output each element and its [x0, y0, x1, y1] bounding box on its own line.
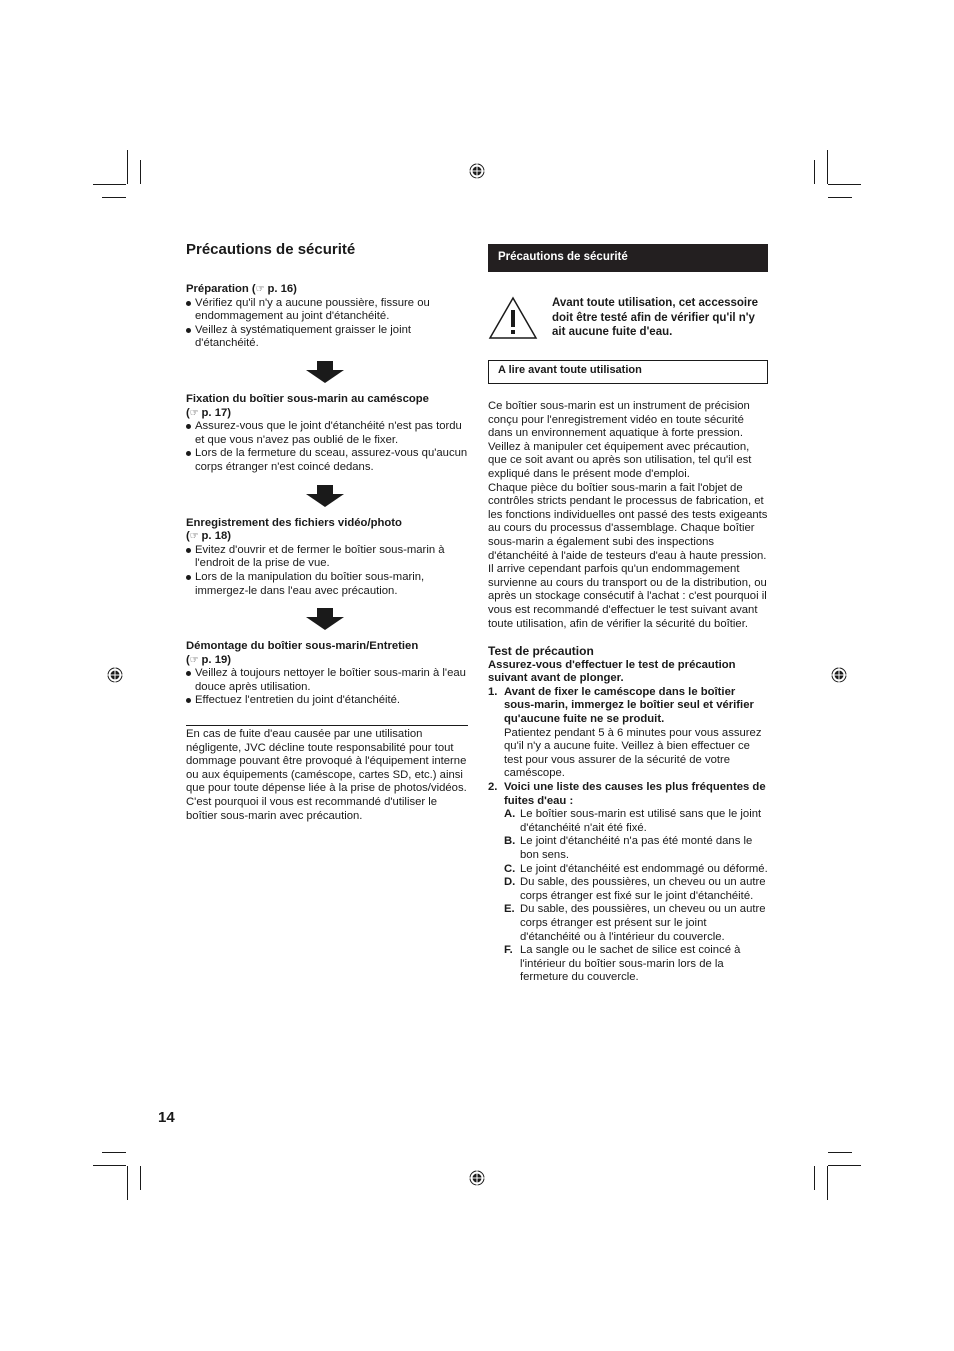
registration-mark-icon: [469, 1170, 485, 1186]
divider: [186, 725, 468, 726]
page-ref[interactable]: p. 17): [201, 406, 232, 419]
disclaimer: En cas de fuite d'eau causée par une utilisation négligente, JVC décline toute responsabilité pour tout dommage pouvant être provoqué à l'équipement interne ou aux équipements (caméscope, cartes SD, etc.) ainsi que pour toute dépense liée à la prise de photos/vidéos. C'est pourquoi il vous est recommandé d'utiliser le boîtier sous-marin avec précaution.: [186, 728, 467, 822]
registration-mark-icon: [107, 667, 123, 683]
cause-text: Le joint d'étanchéité n'a pas été monté dans le bon sens.: [520, 835, 753, 861]
step-title: Enregistrement des fichiers vidéo/photo: [186, 516, 402, 529]
warning-block: [488, 296, 768, 340]
item-number: 2.: [488, 781, 498, 794]
step-title: Préparation (: [186, 283, 256, 295]
pointing-hand-icon: ☞: [255, 284, 268, 295]
cause-item: [488, 808, 768, 835]
cause-letter: B.: [504, 835, 516, 848]
pointing-hand-icon: ☞: [189, 654, 202, 666]
item-number: 1.: [488, 685, 498, 698]
page-ref[interactable]: p. 19): [201, 653, 232, 666]
step-preparation: [186, 283, 468, 351]
down-arrow-icon: [306, 608, 344, 630]
page-ref[interactable]: p. 18): [201, 530, 232, 543]
list-item: [488, 686, 768, 781]
box-heading: A lire avant toute utilisation: [488, 360, 768, 384]
step-maintenance: [186, 640, 468, 708]
step-fixation: [186, 393, 468, 475]
registration-mark-icon: [831, 667, 847, 683]
cause-item: [488, 863, 768, 877]
list-item: Vérifiez qu'il n'y a aucune poussière, fissure ou endommagement au joint d'étanchéité.: [186, 297, 468, 324]
list-item: Evitez d'ouvrir et de fermer le boîtier sous-marin à l'endroit de la prise de vue.: [186, 544, 468, 571]
left-column: [186, 240, 468, 823]
cause-letter: A.: [504, 808, 516, 821]
intro-paragraph-2: Chaque pièce du boîtier sous-marin a fait l'objet de contrôles stricts pendant le processus de fabrication, et les fonctions individuelles ont passé des tests exigeants au cours du processus d'assemblage. Chaque boîtier sous-marin a également subi des inspections d'étanchéité à l'aide de testeurs d'eau à haute pression. Il arrive cependant parfois qu'un endommagement survienne au cours du transport ou de la distribution, ou après un stockage consécutif à l'achat : c'est pourquoi il vous est recommandé d'effectuer le test suivant avant toute utilisation, afin de vérifier la sécurité du boîtier.: [488, 481, 768, 630]
item-title: Voici une liste des causes les plus fréquentes de fuites d'eau :: [504, 781, 766, 807]
cause-letter: D.: [504, 876, 516, 889]
list-item: Lors de la manipulation du boîtier sous-marin, immergez-le dans l'eau avec précaution.: [186, 571, 468, 598]
test-lead: Assurez-vous d'effectuer le test de précaution suivant avant de plonger.: [488, 658, 736, 685]
cause-item: [488, 944, 768, 985]
down-arrow-icon: [306, 485, 344, 507]
list-item: Effectuez l'entretien du joint d'étanchéité.: [186, 694, 468, 708]
cause-item: [488, 903, 768, 944]
registration-mark-icon: [469, 163, 485, 179]
pointing-hand-icon: ☞: [189, 407, 202, 419]
page-title: Précautions de sécurité: [186, 241, 356, 258]
list-item: Lors de la fermeture du sceau, assurez-vous qu'aucun corps étranger n'est coincé dedans.: [186, 447, 468, 474]
list-item: Assurez-vous que le joint d'étanchéité n'est pas tordu et que vous n'avez pas oublié de le fixer.: [186, 420, 468, 447]
warning-triangle-icon: [488, 296, 538, 340]
list-item: Veillez à systématiquement graisser le joint d'étanchéité.: [186, 324, 468, 351]
cause-text: Du sable, des poussières, un cheveu ou un autre corps étranger est présent sur le joint d'étanchéité ou à l'intérieur du couvercle.: [520, 903, 766, 943]
cause-item: [488, 876, 768, 903]
ref-prefix: (: [186, 530, 190, 543]
item-body: Patientez pendant 5 à 6 minutes pour vous assurez qu'il n'y a aucune fuite. Veillez à bien effectuer ce test pour vous assurer de la sécurité de votre caméscope.: [504, 726, 762, 780]
cause-text: Le joint d'étanchéité est endommagé ou déformé.: [520, 862, 768, 875]
ref-prefix: (: [186, 406, 190, 419]
test-heading: Test de précaution: [488, 644, 594, 659]
item-title: Avant de fixer le caméscope dans le boîtier sous-marin, immergez le boîtier seul et vérifier qu'aucune fuite ne se produit.: [504, 685, 754, 726]
cause-letter: E.: [504, 903, 515, 916]
page-number: 14: [158, 1109, 175, 1126]
page-ref[interactable]: p. 16): [267, 283, 297, 295]
right-column: [488, 244, 768, 985]
list-item: Veillez à toujours nettoyer le boîtier sous-marin à l'eau douce après utilisation.: [186, 667, 468, 694]
step-title: Fixation du boîtier sous-marin au caméscope: [186, 392, 429, 405]
step-recording: [186, 517, 468, 599]
pointing-hand-icon: ☞: [189, 531, 202, 543]
step-title: Démontage du boîtier sous-marin/Entretien: [186, 640, 419, 653]
warning-text: Avant toute utilisation, cet accessoire doit être testé afin de vérifier qu'il n'y ait aucune fuite d'eau.: [552, 297, 758, 338]
section-banner: Précautions de sécurité: [488, 244, 768, 272]
ref-prefix: (: [186, 653, 190, 666]
intro-paragraph: Ce boîtier sous-marin est un instrument de précision conçu pour l'enregistrement vidéo en toute sécurité dans un environnement aquatique à forte pression. Veillez à manipuler cet équipement avec précaution, que ce soit avant ou après son utilisation, tel qu'il est expliqué dans le présent mode d'emploi.: [488, 400, 752, 480]
list-item: [488, 781, 768, 808]
cause-text: La sangle ou le sachet de silice est coincé à l'intérieur du boîtier sous-marin lors de la fermeture du couvercle.: [520, 944, 741, 984]
cause-letter: C.: [504, 862, 516, 875]
down-arrow-icon: [306, 361, 344, 383]
cause-text: Du sable, des poussières, un cheveu ou un autre corps étranger est fixé sur le joint d'étanchéité.: [520, 876, 766, 902]
cause-item: [488, 835, 768, 862]
cause-letter: F.: [504, 944, 513, 957]
cause-text: Le boîtier sous-marin est utilisé sans que le joint d'étanchéité n'ait été fixé.: [520, 808, 762, 834]
